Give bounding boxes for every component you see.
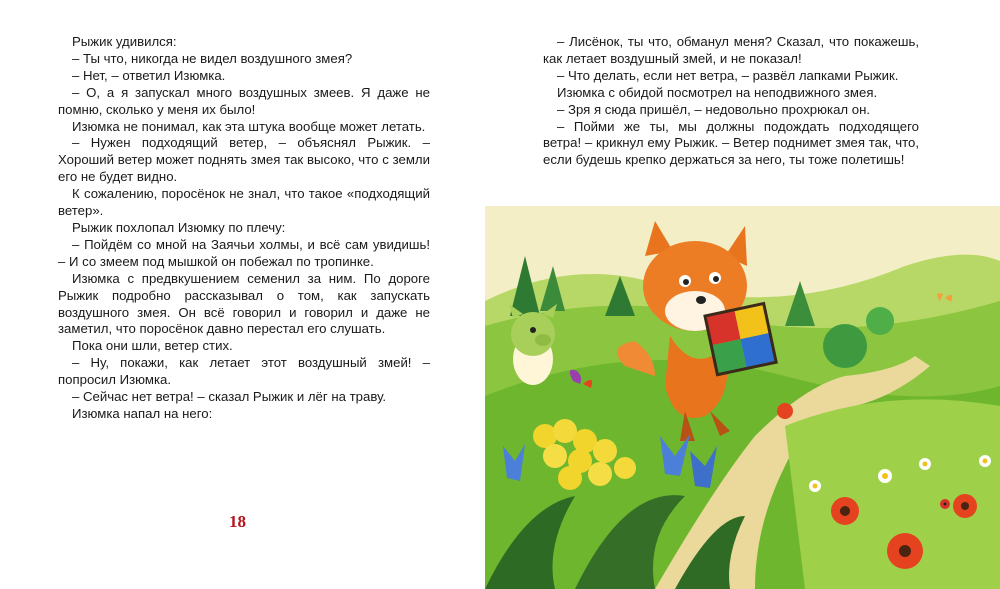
paragraph: Пока они шли, ветер стих. bbox=[72, 338, 233, 354]
paragraph: – Ты что, никогда не видел воздушного змея? bbox=[72, 50, 353, 66]
paragraph: – Пойми же ты, мы должны подождать подходящего ветра! – крикнул ему Рыжик. – Ветер поднимет змея так, что, если будешь крепко держаться за него, ты тоже полетишь! bbox=[543, 118, 919, 168]
paragraph: Изюмка с обидой посмотрел на неподвижного змея. bbox=[557, 84, 878, 100]
paragraph: – Лисёнок, ты что, обманул меня? Сказал, что покажешь, как летает воздушный змей, и не показал! bbox=[543, 34, 919, 66]
paragraph: К сожалению, поросёнок не знал, что такое «подходящий ветер». bbox=[58, 186, 430, 219]
paragraph: – Сейчас нет ветра! – сказал Рыжик и лёг на траву. bbox=[72, 389, 387, 405]
paragraph: – О, а я запускал много воздушных змеев. Я даже не помню, сколько у меня их было! bbox=[58, 84, 430, 117]
paragraph: – Пойдём со мной на Заячьи холмы, и всё сам увидишь! – И со змеем под мышкой он побежал по тропинке. bbox=[58, 236, 430, 269]
paragraph: – Что делать, если нет ветра, – развёл лапками Рыжик. bbox=[557, 67, 899, 83]
right-page-text bbox=[543, 34, 919, 169]
paragraph: – Нужен подходящий ветер, – объяснял Рыжик. – Хороший ветер может поднять змея так высоко, что с земли его не будет видно. bbox=[58, 135, 430, 185]
kite bbox=[705, 304, 776, 375]
paragraph: Изюмка напал на него: bbox=[72, 405, 213, 421]
paragraph: – Зря я сюда пришёл, – недовольно прохрюкал он. bbox=[557, 101, 871, 117]
piglet bbox=[509, 304, 557, 385]
left-page-text bbox=[58, 34, 430, 423]
paragraph: – Ну, покажи, как летает этот воздушный змей! – попросил Изюмка. bbox=[58, 355, 430, 388]
ladybug bbox=[940, 499, 950, 509]
paragraph: Рыжик похлопал Изюмку по плечу: bbox=[72, 219, 286, 235]
paragraph: Рыжик удивился: bbox=[72, 34, 177, 49]
paragraph: Изюмка не понимал, как эта штука вообще может летать. bbox=[72, 118, 426, 134]
paragraph: Изюмка с предвкушением семенил за ним. По дороге Рыжик подробно рассказывал о том, как запускать воздушного змея. Он всё говорил и говорил и даже не заметил, что поросёнок давно перестал его слушать. bbox=[58, 270, 430, 337]
page-number: 18 bbox=[229, 512, 246, 531]
fox-and-piglet-illustration bbox=[485, 206, 1000, 589]
paragraph: – Нет, – ответил Изюмка. bbox=[72, 67, 226, 83]
